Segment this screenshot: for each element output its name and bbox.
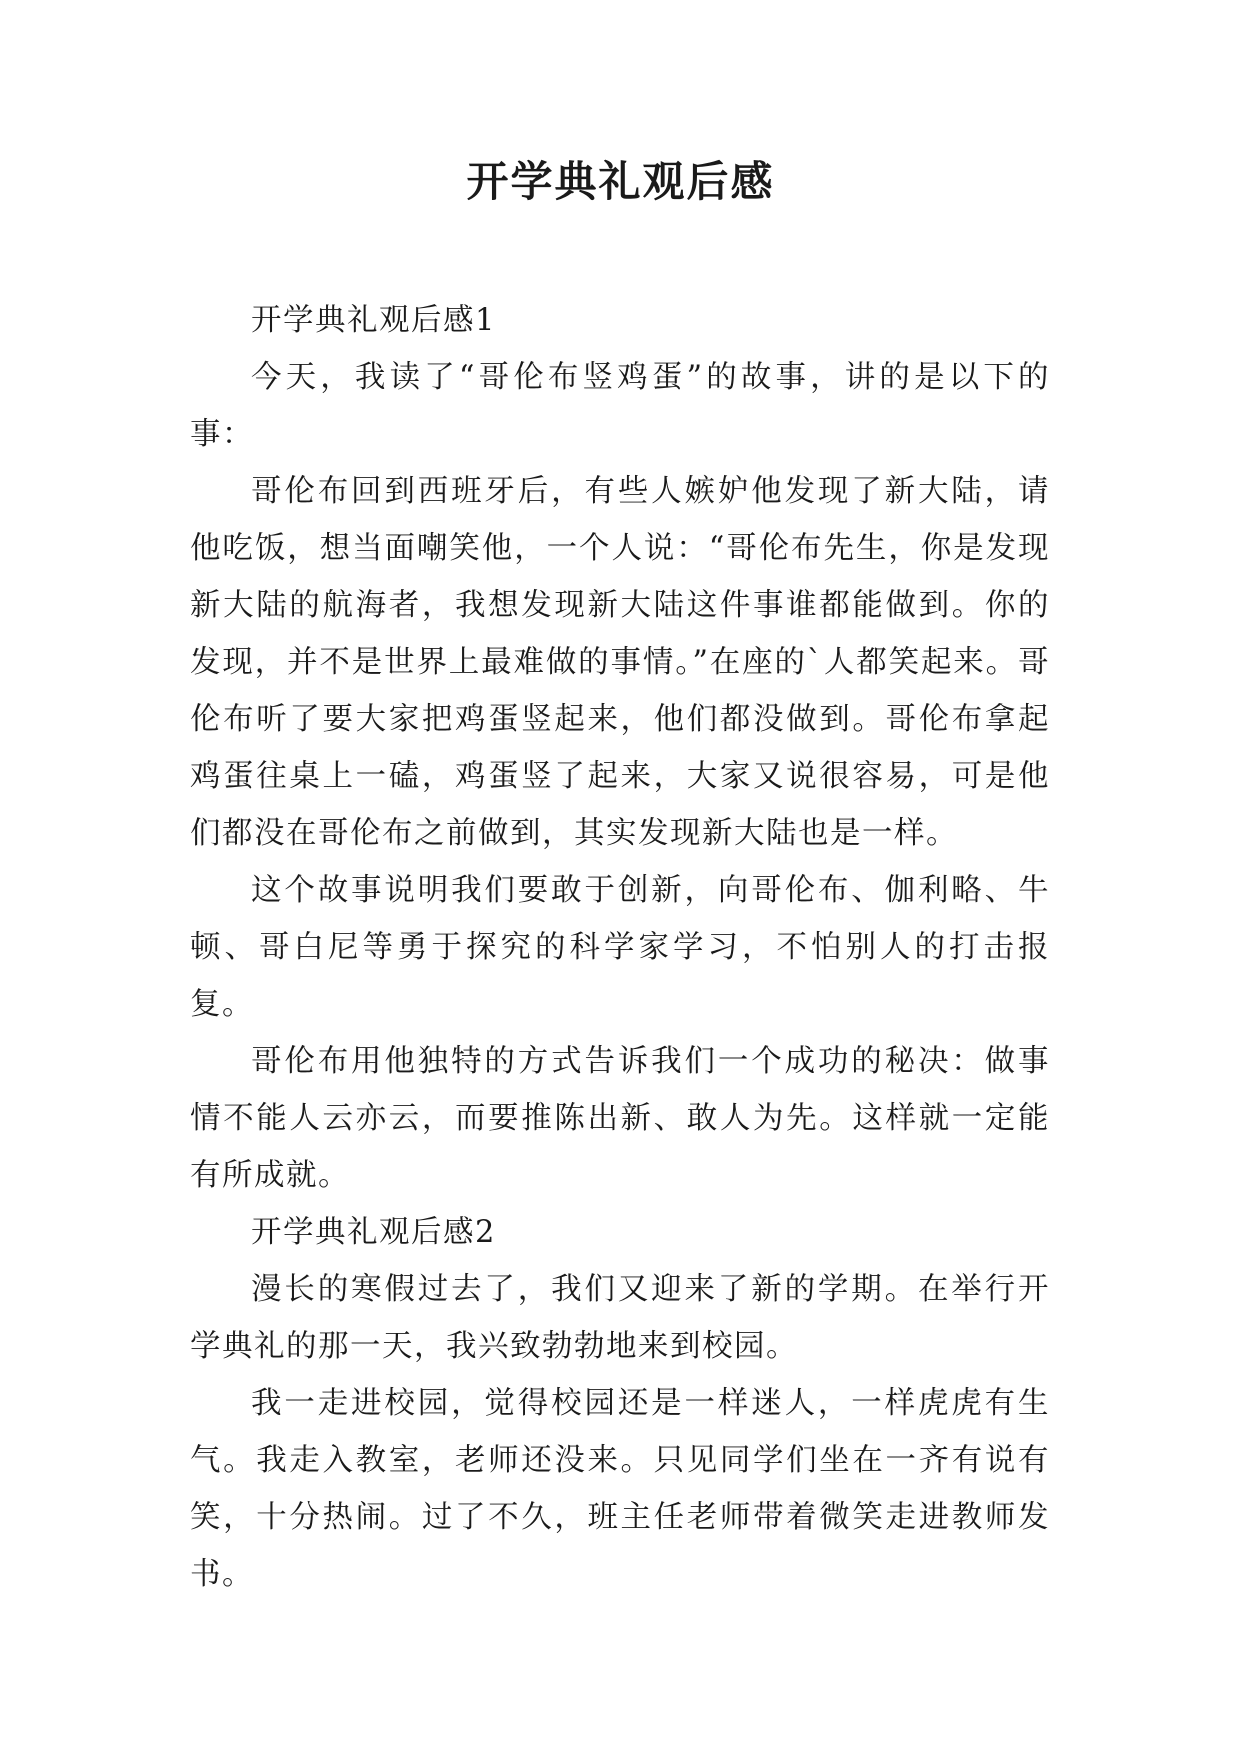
paragraph: 我一走进校园，觉得校园还是一样迷人，一样虎虎有生气。我走入教室，老师还没来。只见同学们坐在一齐有说有笑，十分热闹。过了不久，班主任老师带着微笑走进教师发书。 [190,1386,1050,1592]
paragraph: 今天，我读了“哥伦布竖鸡蛋”的故事，讲的是以下的事： [190,360,1050,452]
document-body [190,292,1050,1603]
paragraph: 哥伦布用他独特的方式告诉我们一个成功的秘决：做事情不能人云亦云，而要推陈出新、敢人为先。这样就一定能有所成就。 [190,1044,1050,1193]
paragraph: 哥伦布回到西班牙后，有些人嫉妒他发现了新大陆，请他吃饭，想当面嘲笑他，一个人说：“哥伦布先生，你是发现新大陆的航海者，我想发现新大陆这件事谁都能做到。你的发现，并不是世界上最难做的事情。”在座的`人都笑起来。哥伦布听了要大家把鸡蛋竖起来，他们都没做到。哥伦布拿起鸡蛋往桌上一磕，鸡蛋竖了起来，大家又说很容易，可是他们都没在哥伦布之前做到，其实发现新大陆也是一样。 [190,474,1050,851]
section-heading-1: 开学典礼观后感1 [251,303,496,338]
paragraph: 漫长的寒假过去了，我们又迎来了新的学期。在举行开学典礼的那一天，我兴致勃勃地来到校园。 [190,1272,1050,1364]
section-heading-2: 开学典礼观后感2 [251,1215,496,1250]
document-title: 开学典礼观后感 [466,157,775,206]
paragraph: 这个故事说明我们要敢于创新，向哥伦布、伽利略、牛顿、哥白尼等勇于探究的科学家学习，不怕别人的打击报复。 [190,873,1050,1022]
